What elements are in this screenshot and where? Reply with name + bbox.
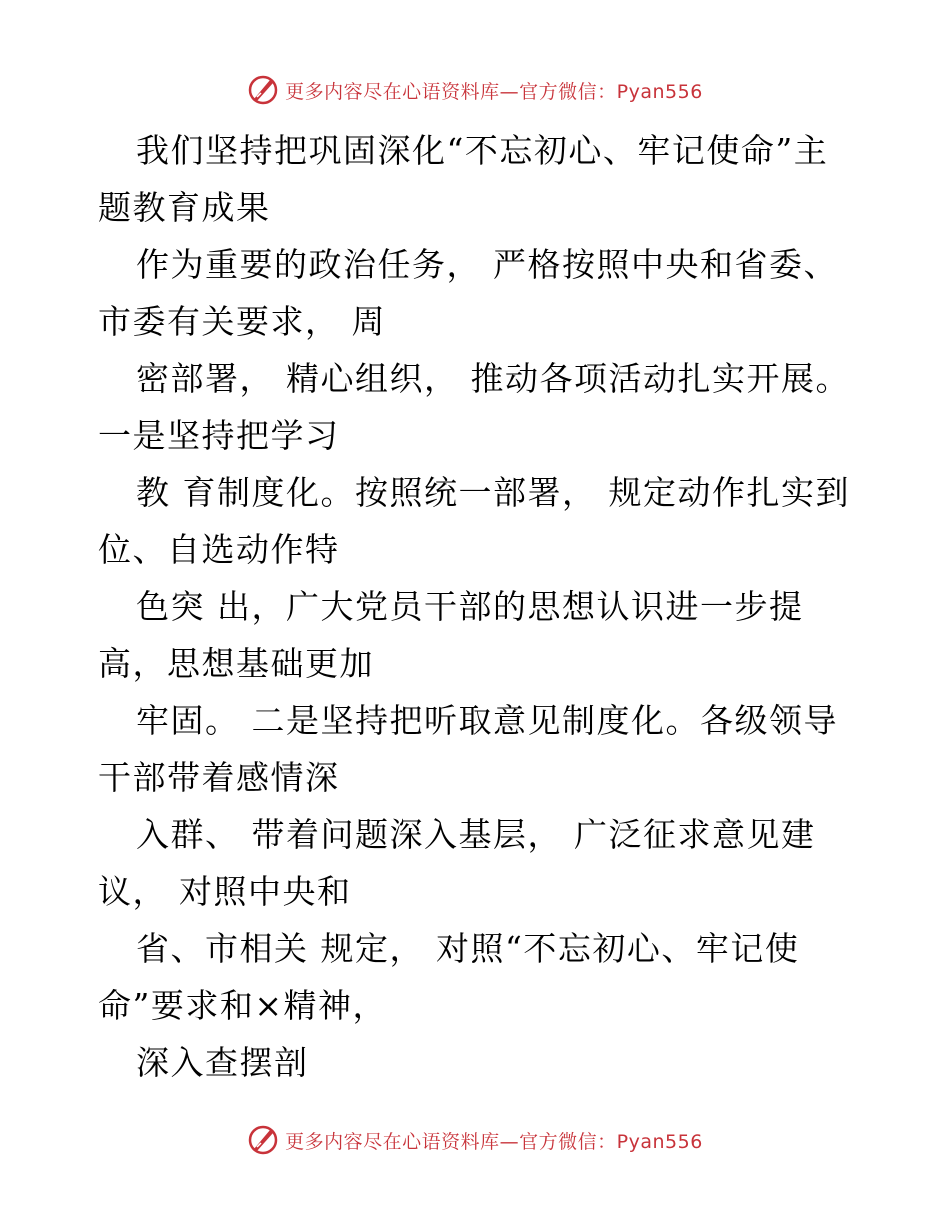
- paragraph: 色突 出，广大党员干部的思想认识进一步提 高，思想基础更加: [98, 587, 804, 683]
- footer-banner-text: 更多内容尽在心语资料库—官方微信：Pyan556: [285, 1130, 703, 1153]
- paragraph: 深入查摆剖: [136, 1043, 309, 1082]
- paragraph: 教 育制度化。按照统一部署， 规定动作扎实到 位、自选动作特: [98, 473, 850, 569]
- quill-logo-icon: [247, 74, 279, 106]
- document-body: [98, 122, 858, 1091]
- paragraph: 密部署， 精心组织， 推动各项活动扎实开展。 一是坚持把学习: [98, 359, 850, 455]
- paragraph: 入群、 带着问题深入基层， 广泛征求意见建 议， 对照中央和: [98, 815, 816, 911]
- header-banner-text: 更多内容尽在心语资料库—官方微信：Pyan556: [285, 80, 703, 103]
- paragraph: 省、市相关 规定， 对照“不忘初心、牢记使 命”要求和×精神，: [98, 929, 800, 1025]
- paragraph: 作为重要的政治任务， 严格按照中央和省委、 市委有关要求， 周: [98, 245, 838, 341]
- footer-banner: [0, 1122, 950, 1158]
- paragraph: 我们坚持把巩固深化“不忘初心、牢记使命”主 题教育成果: [98, 131, 829, 227]
- paragraph: 牢固。 二是坚持把听取意见制度化。各级领导 干部带着感情深: [98, 701, 838, 797]
- quill-logo-icon: [247, 1124, 279, 1156]
- header-banner: [0, 72, 950, 108]
